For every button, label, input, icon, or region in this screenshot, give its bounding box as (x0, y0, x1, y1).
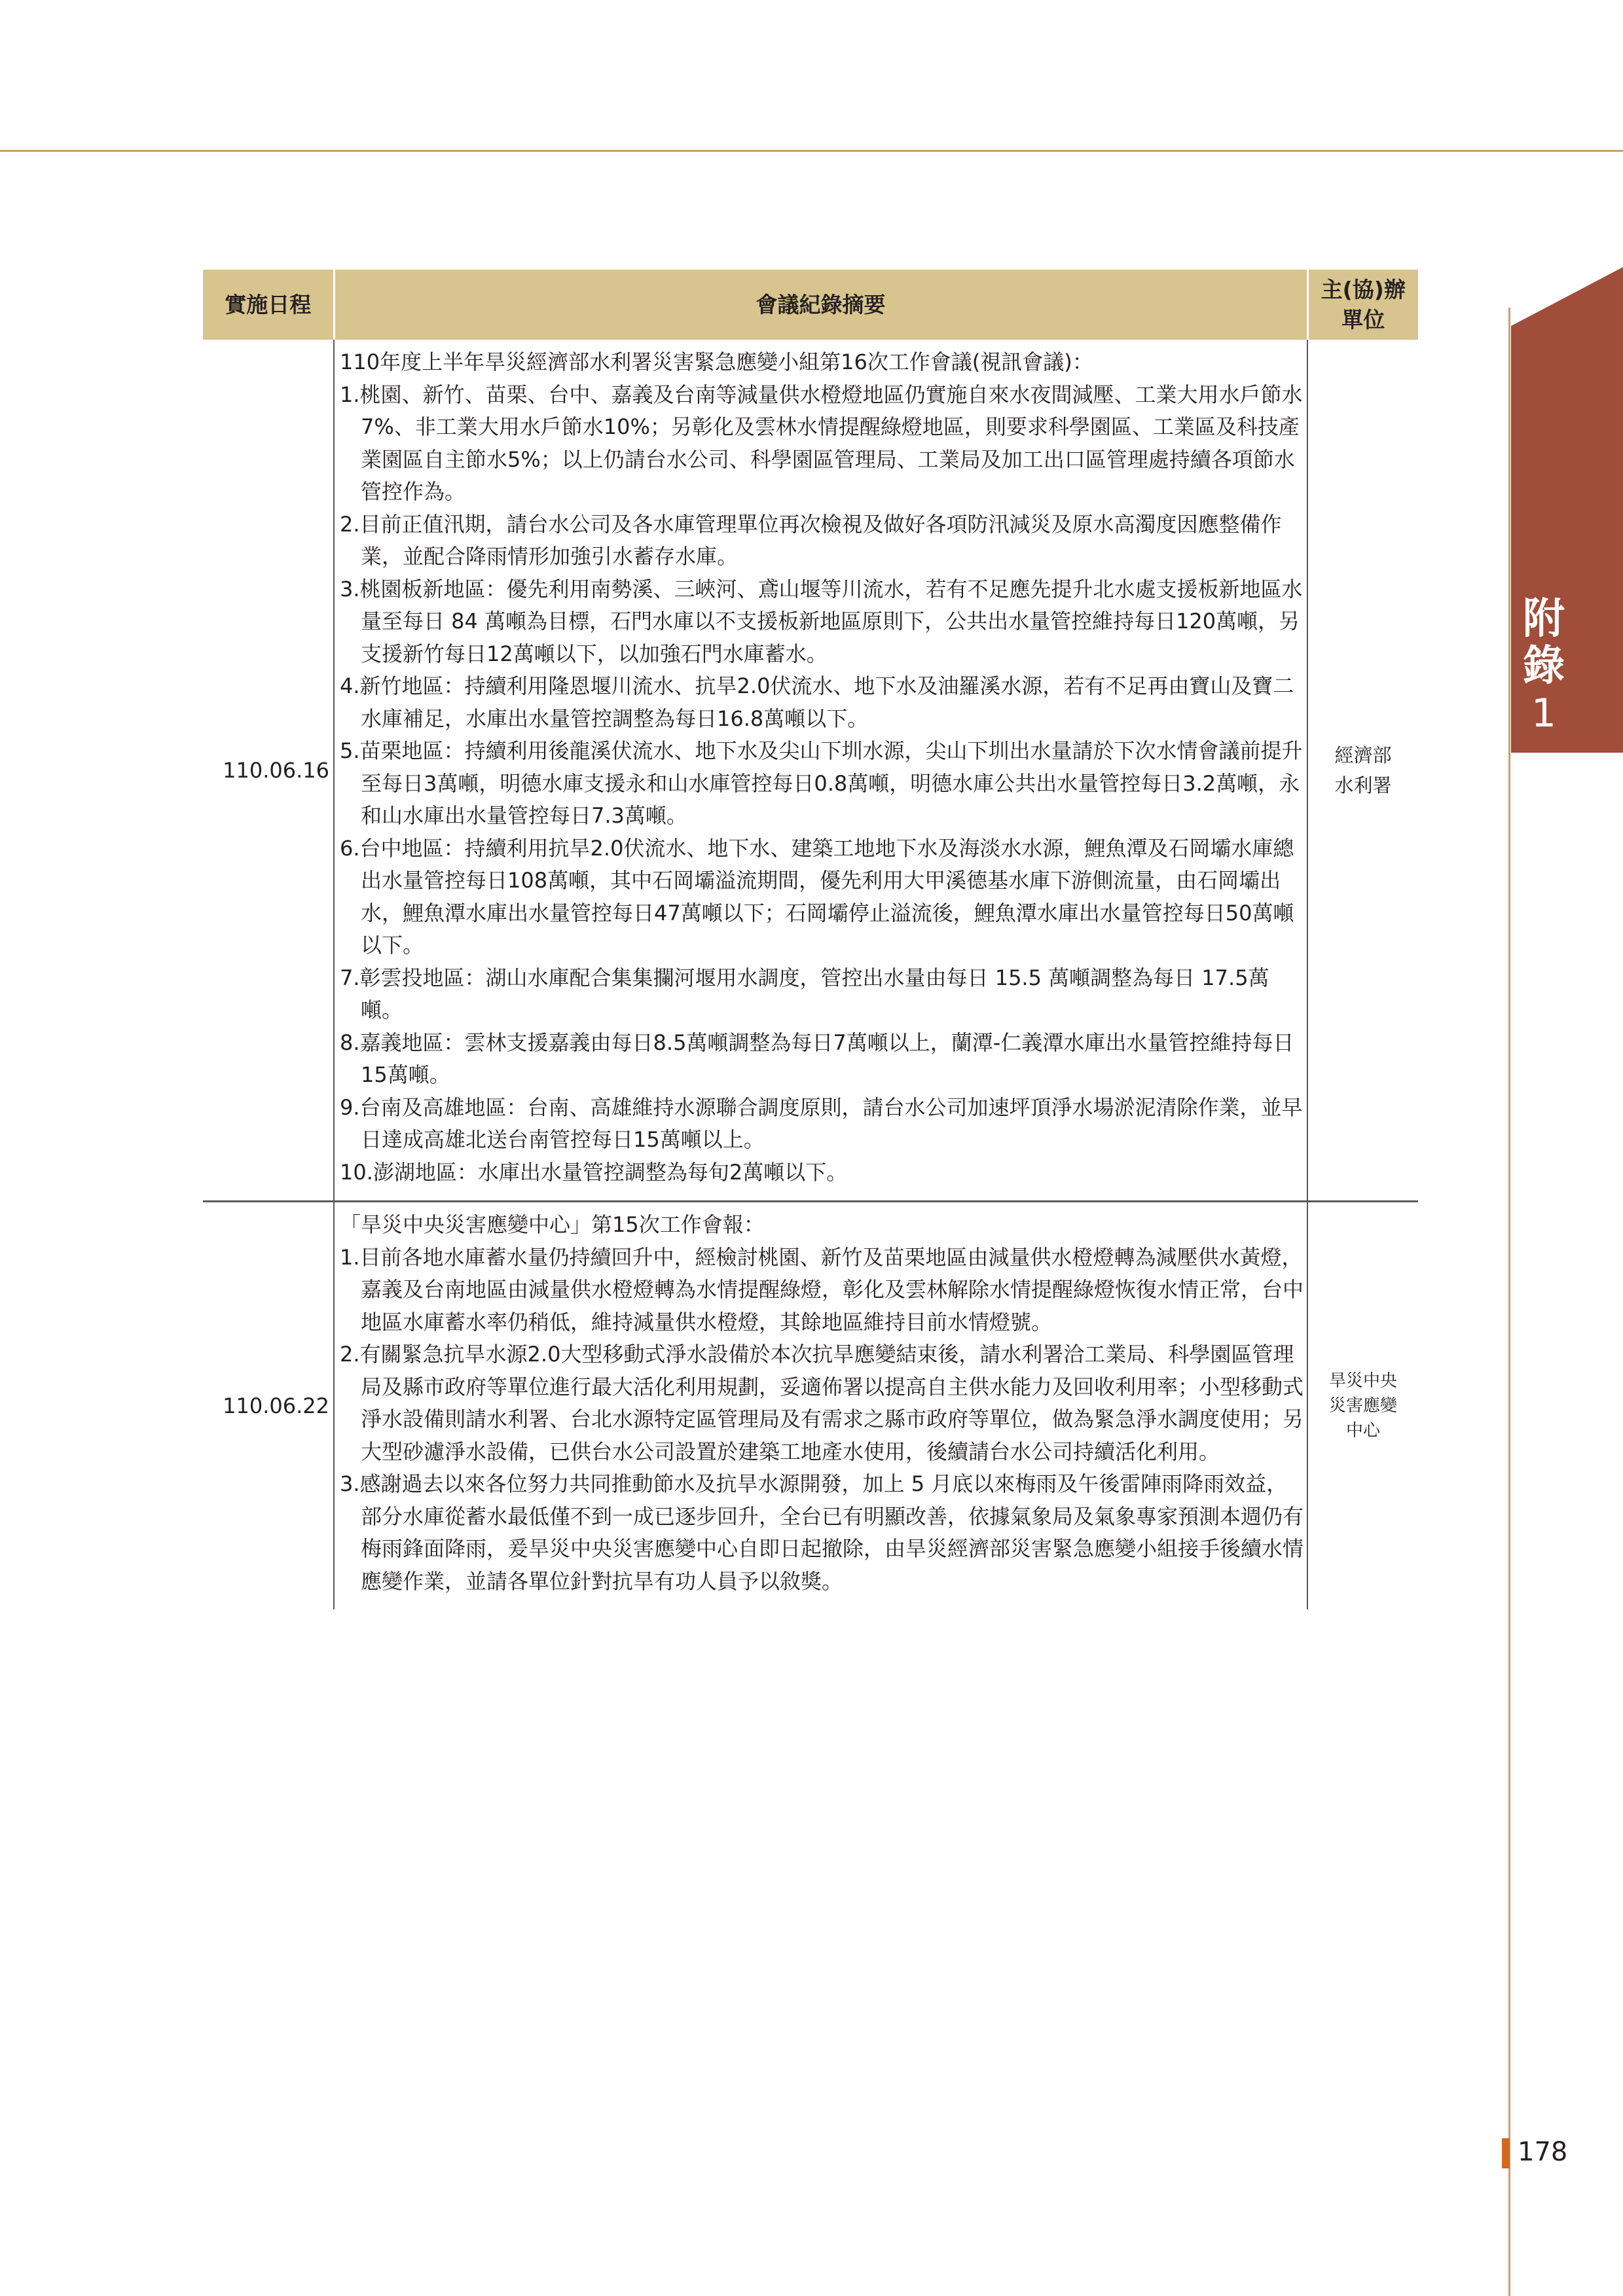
row-unit-line1: 旱災中央 (1328, 1371, 1397, 1391)
list-item: 7.彰雲投地區：湖山水庫配合集集攔河堰用水調度，管控出水量由每日 15.5 萬噸調整為每日 17.5萬噸。 (340, 965, 1269, 1022)
header-unit-line1: 主(協)辦 (1321, 276, 1406, 302)
row-date: 110.06.16 (203, 340, 334, 1202)
header-unit-line2: 單位 (1341, 306, 1385, 332)
header-unit (1307, 270, 1418, 340)
header-date: 實施日程 (203, 270, 334, 340)
appendix-label-char-2: 錄 (1523, 642, 1565, 691)
right-margin-rule (1508, 308, 1510, 2296)
meeting-records-table (203, 270, 1418, 1609)
appendix-label (1511, 596, 1577, 737)
row-unit (1307, 340, 1418, 1202)
page-number-marker (1502, 2138, 1510, 2168)
list-item: 6.台中地區：持續利用抗旱2.0伏流水、地下水、建築工地地下水及海淡水水源，鯉魚潭及石岡壩水庫總出水量管控每日108萬噸，其中石岡壩溢流期間，優先利用大甲溪德基水庫下游側流量，由石岡壩出水，鯉魚潭水庫出水量管控每日47萬噸以下；石岡壩停止溢流後，鯉魚潭水庫出水量管控每日50萬噸以下。 (340, 835, 1294, 958)
table-header-row (203, 270, 1418, 340)
appendix-label-number: 1 (1531, 691, 1557, 736)
list-item: 4.新竹地區：持續利用隆恩堰川流水、抗旱2.0伏流水、地下水及油羅溪水源，若有不足再由寶山及寶二水庫補足，水庫出水量管控調整為每日16.8萬噸以下。 (340, 673, 1294, 731)
list-item: 1.目前各地水庫蓄水量仍持續回升中，經檢討桃園、新竹及苗栗地區由減量供水橙燈轉為減壓供水黃燈，嘉義及台南地區由減量供水橙燈轉為水情提醒綠燈，彰化及雲林解除水情提醒綠燈恢復水情正常，台中地區水庫蓄水率仍稍低，維持減量供水橙燈，其餘地區維持目前水情燈號。 (340, 1244, 1304, 1335)
row-unit-line2: 水利署 (1334, 774, 1392, 797)
list-item: 2.有關緊急抗旱水源2.0大型移動式淨水設備於本次抗旱應變結束後，請水利署洽工業局、科學園區管理局及縣市政府等單位進行最大活化利用規劃，妥適佈署以提高自主供水能力及回收利用率；小型移動式淨水設備則請水利署、台北水源特定區管理局及有需求之縣市政府等單位，做為緊急淨水調度使用；另大型砂濾淨水設備，已供台水公司設置於建築工地產水使用，後續請台水公司持續活化利用。 (340, 1342, 1304, 1464)
row-summary (334, 340, 1307, 1202)
row-unit-line1: 經濟部 (1334, 744, 1392, 766)
top-rule (0, 150, 1623, 152)
list-item: 10.澎湖地區：水庫出水量管控調整為每旬2萬噸以下。 (340, 1159, 848, 1185)
list-item: 3.桃園板新地區：優先利用南勢溪、三峽河、鳶山堰等川流水，若有不足應先提升北水處支援板新地區水量至每日 84 萬噸為目標，石門水庫以不支援板新地區原則下，公共出水量管控維持每日120萬噸，另支援新竹每日12萬噸以下，以加強石門水庫蓄水。 (340, 576, 1303, 666)
list-item: 2.目前正值汛期，請台水公司及各水庫管理單位再次檢視及做好各項防汛減災及原水高濁度因應整備作業，並配合降雨情形加強引水蓄存水庫。 (340, 511, 1282, 569)
row-summary (334, 1202, 1307, 1610)
appendix-label-char-1: 附 (1523, 595, 1565, 643)
list-item: 3.感謝過去以來各位努力共同推動節水及抗旱水源開發，加上 5 月底以來梅雨及午後雷陣雨降雨效益，部分水庫從蓄水最低僅不到一成已逐步回升，全台已有明顯改善，依據氣象局及氣象專家預測本週仍有梅雨鋒面降雨，爰旱災中央災害應變中心自即日起撤除，由旱災經濟部災害緊急應變小組接手後續水情應變作業，並請各單位針對抗旱有功人員予以敘獎。 (340, 1471, 1304, 1594)
list-item: 1.桃園、新竹、苗栗、台中、嘉義及台南等減量供水橙燈地區仍實施自來水夜間減壓、工業大用水戶節水7%、非工業大用水戶節水10%；另彰化及雲林水情提醒綠燈地區，則要求科學園區、工業區及科技產業園區自主節水5%；以上仍請台水公司、科學園區管理局、工業局及加工出口區管理處持續各項節水管控作為。 (340, 382, 1303, 504)
table-row (203, 340, 1418, 1202)
list-item: 5.苗栗地區：持續利用後龍溪伏流水、地下水及尖山下圳水源，尖山下圳出水量請於下次水情會議前提升至每日3萬噸，明德水庫支援永和山水庫管控每日0.8萬噸，明德水庫公共出水量管控每日3.2萬噸，永和山水庫出水量管控每日7.3萬噸。 (340, 738, 1303, 828)
page-number: 178 (1518, 2137, 1568, 2167)
row-date: 110.06.22 (223, 1393, 329, 1418)
list-item: 8.嘉義地區：雲林支援嘉義由每日8.5萬噸調整為每日7萬噸以上，蘭潭-仁義潭水庫出水量管控維持每日15萬噸。 (340, 1030, 1294, 1087)
row-unit-line2: 災害應變 (1328, 1396, 1397, 1416)
meeting-title: 110年度上半年旱災經濟部水利署災害緊急應變小組第16次工作會議(視訊會議)： (340, 350, 1093, 374)
header-summary: 會議紀錄摘要 (334, 270, 1307, 340)
row-unit-line3: 中心 (1345, 1421, 1380, 1441)
meeting-title: 「旱災中央災害應變中心」第15次工作會報： (340, 1212, 765, 1237)
row-unit (1307, 1202, 1418, 1610)
table-row (203, 1202, 1418, 1610)
list-item: 9.台南及高雄地區：台南、高雄維持水源聯合調度原則，請台水公司加速坪頂淨水場淤泥清除作業，並早日達成高雄北送台南管控每日15萬噸以上。 (340, 1094, 1303, 1152)
